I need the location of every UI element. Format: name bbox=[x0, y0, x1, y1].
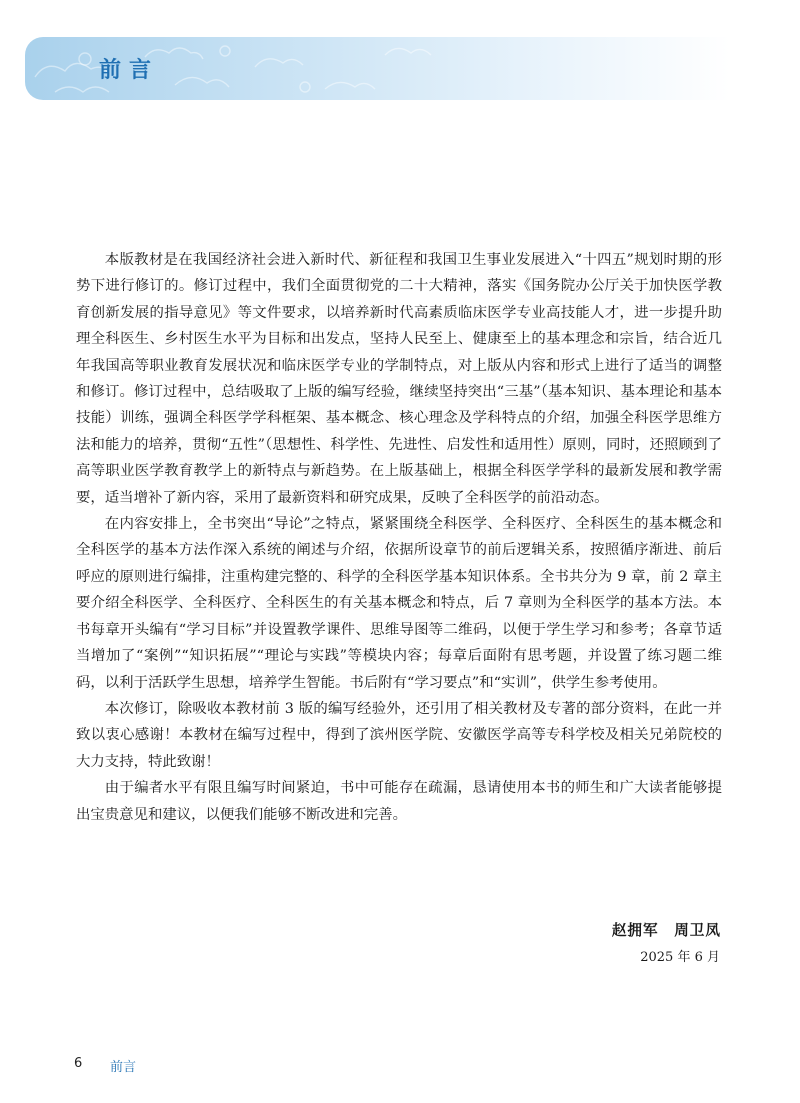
footer-section-title: 前言 bbox=[110, 1060, 137, 1075]
page-number: 6 bbox=[74, 1056, 83, 1071]
page-title: 前言 bbox=[99, 58, 160, 83]
paragraph: 本版教材是在我国经济社会进入新时代、新征程和我国卫生事业发展进入“十四五”规划时期的形势下进行修订的。修订过程中，我们全面贯彻党的二十大精神，落实《国务院办公厅关于加快医学教育创新发展的指导意见》等文件要求，以培养新时代高素质临床医学专业高技能人才，进一步提升助理全科医生、乡村医生水平为目标和出发点，坚持人民至上、健康至上的基本理念和宗旨，结合近几年我国高等职业教育发展状况和临床医学专业的学制特点，对上版从内容和形式上进行了适当的调整和修订。修订过程中，总结吸取了上版的编写经验，继续坚持突出“三基”（基本知识、基本理论和基本技能）训练，强调全科医学学科框架、基本概念、核心理念及学科特点的介绍，加强全科医学思维方法和能力的培养，贯彻“五性”（思想性、科学性、先进性、启发性和适用性）原则，同时，还照顾到了高等职业医学教育教学上的新特点与新趋势。在上版基础上，根据全科医学学科的最新发展和教学需要，适当增补了新内容，采用了最新资料和研究成果，反映了全科医学的前沿动态。 bbox=[76, 252, 722, 506]
author-signature: 赵拥军 周卫凤 bbox=[611, 922, 721, 939]
paragraph: 由于编者水平有限且编写时间紧迫，书中可能存在疏漏，恳请使用本书的师生和广大读者能够提出宝贵意见和建议，以便我们能够不断改进和完善。 bbox=[76, 780, 722, 823]
header-banner bbox=[25, 37, 730, 100]
paragraph: 在内容安排上，全书突出“导论”之特点，紧紧围绕全科医学、全科医疗、全科医生的基本概念和全科医学的基本方法作深入系统的阐述与介绍，依据所设章节的前后逻辑关系，按照循序渐进、前后呼应的原则进行编排，注重构建完整的、科学的全科医学基本知识体系。全书共分为 9 章，前 2 章主要介绍全科医学、全科医疗、全科医生的有关基本概念和特点，后 7 章则为全科医学的基本方法。本书每章开头编有“学习目标”并设置教学课件、思维导图等二维码，以便于学生学习和参考；各章节适当增加了“案例”“知识拓展”“理论与实践”等模块内容；每章后面附有思考题，并设置了练习题二维码，以利于活跃学生思想，培养学生智能。书后附有“学习要点”和“实训”，供学生参考使用。 bbox=[76, 516, 722, 691]
preface-body bbox=[76, 247, 722, 828]
paragraph: 本次修订，除吸收本教材前 3 版的编写经验外，还引用了相关教材及专著的部分资料，在此一并致以衷心感谢！本教材在编写过程中，得到了滨州医学院、安徽医学高等专科学校及相关兄弟院校的大力支持，特此致谢！ bbox=[76, 700, 722, 770]
signature-date: 2025 年 6 月 bbox=[640, 950, 720, 965]
